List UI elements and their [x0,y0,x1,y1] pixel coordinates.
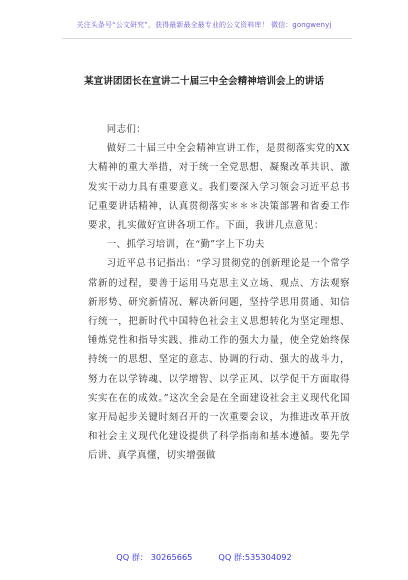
document-body [88,120,350,466]
paragraph-intro: 做好二十届三中全会精神宣讲工作，是贯彻落实党的XX大精神的重大举措，对于统一全党思想、凝聚改革共识、激发实干动力具有重要意义。我们要深入学习领会习近平总书记重要讲话精神，认真贯彻落实＊＊＊决策部署和省委工作要求，扎实做好宣讲各项工作。下面，我讲几点意见： [88,143,350,232]
header-banner: 关注头条号“公文研究”，获得最新最全最专业的公文资料库！ 微信：gongwenyj [76,21,332,29]
section-heading: 一、抓学习培训，在“勤”字上下功夫 [106,239,265,251]
salutation: 同志们： [106,124,147,135]
header-divider [62,38,352,39]
footer-qq-group-1: QQ 群： 30265665 [116,552,193,562]
document-title: 某宣讲团团长在宣讲二十届三中全会精神培训会上的讲话 [84,76,324,87]
footer-qq-group-2: QQ 群:535304092 [218,552,292,562]
footer-contact [0,552,408,563]
paragraph-body: 习近平总书记指出：“学习贯彻党的创新理论是一个常学常新的过程，要善于运用马克思主义立场、观点、方法观察新形势、研究新情况、解决新问题，坚持学思用贯通、知信行统一，把新时代中国特色社会主义思想转化为坚定理想、锤炼党性和指导实践、推动工作的强大力量，使全党始终保持统一的思想、坚定的意志、协调的行动、强大的战斗力，努力在以学铸魂、以学增智、以学正风、以学促干方面取得实实在在的成效。”这次全会是在全面建设社会主义现代化国家开局起步关键时刻召开的一次重要会议，为推进改革开放和社会主义现代化建设提供了科学指南和基本遵循。要先学后讲、真学真懂，切实增强做 [88,258,350,462]
